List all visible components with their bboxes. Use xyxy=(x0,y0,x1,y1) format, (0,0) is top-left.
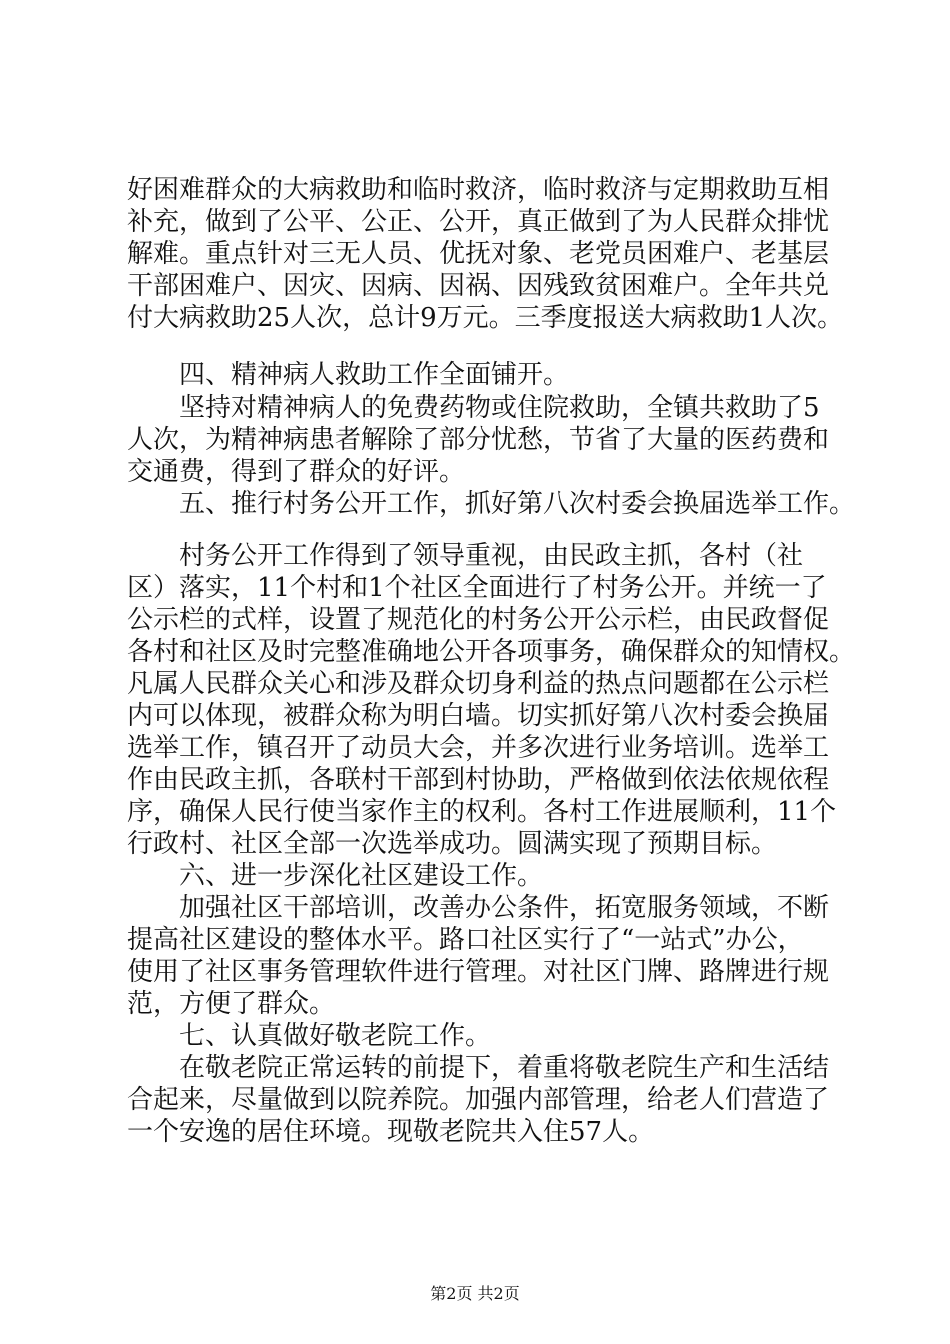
body-text-line: 使用了社区事务管理软件进行管理。对社区门牌、路牌进行规 xyxy=(127,957,830,987)
body-text-line: 村务公开工作得到了领导重视，由民政主抓，各村（社 xyxy=(179,541,804,571)
body-text-line: 坚持对精神病人的免费药物或住院救助，全镇共救助了5 xyxy=(179,393,820,423)
body-text-line: 在敬老院正常运转的前提下，着重将敬老院生产和生活结 xyxy=(179,1053,830,1083)
section-heading: 七、认真做好敬老院工作。 xyxy=(179,1021,492,1051)
body-text-line: 各村和社区及时完整准确地公开各项事务，确保群众的知情权。 xyxy=(127,637,856,667)
body-text-line: 补充，做到了公平、公正、公开，真正做到了为人民群众排忧 xyxy=(127,207,830,237)
body-text-line: 交通费，得到了群众的好评。 xyxy=(127,457,466,487)
body-text-line: 干部困难户、因灾、因病、因祸、因残致贫困难户。全年共兑 xyxy=(127,271,830,301)
body-text-line: 好困难群众的大病救助和临时救济，临时救济与定期救助互相 xyxy=(127,175,830,205)
body-text-line: 作由民政主抓，各联村干部到村协助，严格做到依法依规依程 xyxy=(127,765,830,795)
body-text-line: 范，方便了群众。 xyxy=(127,989,336,1019)
body-text-line: 一个安逸的居住环境。现敬老院共入住57人。 xyxy=(127,1117,655,1147)
body-text-line: 凡属人民群众关心和涉及群众切身利益的热点问题都在公示栏 xyxy=(127,669,830,699)
body-text-line: 公示栏的式样，设置了规范化的村务公开公示栏，由民政督促 xyxy=(127,605,830,635)
body-text-line: 合起来，尽量做到以院养院。加强内部管理，给老人们营造了 xyxy=(127,1085,830,1115)
section-heading: 五、推行村务公开工作，抓好第八次村委会换届选举工作。 xyxy=(179,489,856,519)
body-text-line: 内可以体现，被群众称为明白墙。切实抓好第八次村委会换届 xyxy=(127,701,830,731)
body-text-line: 付大病救助25人次，总计9万元。三季度报送大病救助1人次。 xyxy=(127,303,844,333)
body-text-line: 选举工作，镇召开了动员大会，并多次进行业务培训。选举工 xyxy=(127,733,830,763)
section-heading: 四、精神病人救助工作全面铺开。 xyxy=(179,360,570,390)
body-text-line: 加强社区干部培训，改善办公条件，拓宽服务领域，不断 xyxy=(179,893,830,923)
body-text-line: 序，确保人民行使当家作主的权利。各村工作进展顺利，11个 xyxy=(127,797,837,827)
body-text-line: 解难。重点针对三无人员、优抚对象、老党员困难户、老基层 xyxy=(127,239,830,269)
body-text-line: 区）落实，11个村和1个社区全面进行了村务公开。并统一了 xyxy=(127,573,827,603)
section-heading: 六、进一步深化社区建设工作。 xyxy=(179,861,544,891)
body-text-line: 人次，为精神病患者解除了部分忧愁，节省了大量的医药费和 xyxy=(127,425,830,455)
page-footer: 第2页 共2页 xyxy=(430,1284,520,1303)
body-text-line: 提高社区建设的整体水平。路口社区实行了“一站式”办公， xyxy=(127,925,804,955)
body-text-line: 行政村、社区全部一次选举成功。圆满实现了预期目标。 xyxy=(127,829,778,859)
